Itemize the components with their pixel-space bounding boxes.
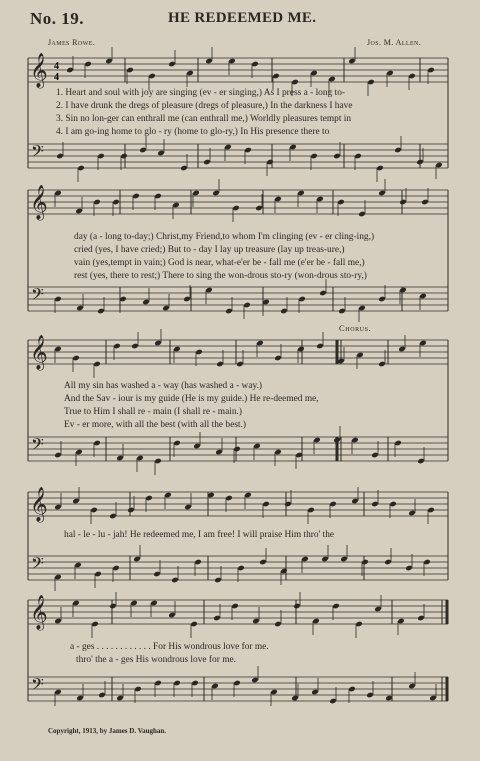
treble-clef-icon: 𝄞 — [30, 185, 48, 220]
system-1-verse-1: 1. Heart and soul with joy are singing (ev - er singing,) As I press a - long to- — [56, 88, 346, 98]
system-3-verse-1: All my sin has washed a - way (has washed a - way.) — [64, 381, 263, 391]
system-5-bass — [28, 674, 448, 701]
hymn-number: No. 19. — [30, 9, 85, 28]
bass-clef-icon: 𝄢 — [31, 284, 44, 308]
bass-clef-icon: 𝄢 — [31, 553, 44, 577]
system-1-bass — [28, 141, 448, 168]
system-2-verse-2: cried (yes, I have cried;) But to - day I lay up treasure (lay up treas-ure,) — [74, 245, 345, 255]
system-2-verse-4: rest (yes, there to rest;) There to sing the won-drous sto-ry (won-drous sto-ry,) — [74, 271, 367, 281]
treble-clef-icon: 𝄞 — [30, 595, 48, 630]
note-heads — [54, 47, 443, 706]
system-3-verse-4: Ev - er more, with all the best (with all the best.) — [64, 420, 246, 430]
system-3-verse-2: And the Sav - iour is my guide (He is my guide.) He re-deemed me, — [64, 394, 319, 404]
system-1-verse-4: 4. I am go-ing home to glo - ry (home to glo-ry,) In His presence there to — [56, 127, 330, 137]
treble-clef-icon: 𝄞 — [30, 53, 48, 88]
bass-clef-icon: 𝄢 — [31, 674, 44, 698]
system-5-treble — [28, 595, 448, 631]
time-signature-top: 4 — [54, 61, 59, 72]
system-1-verse-3: 3. Sin no lon-ger can enthrall me (can enthrall me,) Worldly pleasures tempt in — [56, 114, 352, 124]
composer-credit: Jos. M. Allen. — [367, 38, 422, 47]
copyright-notice: Copyright, 1913, by James D. Vaughan. — [48, 727, 167, 735]
chorus-label: Chorus. — [339, 323, 372, 333]
system-5-chorus-line-1: a - ges . . . . . . . . . . . . For His wondrous love for me. — [70, 642, 269, 652]
system-5-chorus-line-2: thro' the a - ges His wondrous love for me. — [76, 655, 236, 665]
treble-clef-icon: 𝄞 — [30, 487, 48, 522]
hymn-title: HE REDEEMED ME. — [168, 10, 317, 26]
system-2-verse-3: vain (yes,tempt in vain;) God is near, what-e'er be - fall me (e'er be - fall me,) — [74, 258, 365, 268]
treble-clef-icon: 𝄞 — [30, 335, 48, 370]
bass-clef-icon: 𝄢 — [31, 434, 44, 458]
system-3-verse-3: True to Him I shall re - main (I shall re - main.) — [64, 407, 242, 417]
system-1-verse-2: 2. I have drunk the dregs of pleasure (dregs of pleasure,) In the darkness I have — [56, 101, 353, 111]
system-4-chorus-line: hal - le - lu - jah! He redeemed me, I am free! I will praise Him thro' the — [64, 530, 335, 540]
time-signature-bottom: 4 — [54, 72, 59, 83]
system-2-verse-1: day (a - long to-day;) Christ,my Friend,to whom I'm clinging (ev - er cling-ing,) — [74, 232, 375, 242]
bass-clef-icon: 𝄢 — [31, 141, 44, 165]
system-1-treble — [28, 53, 448, 89]
lyricist-credit: James Rowe. — [48, 38, 96, 47]
